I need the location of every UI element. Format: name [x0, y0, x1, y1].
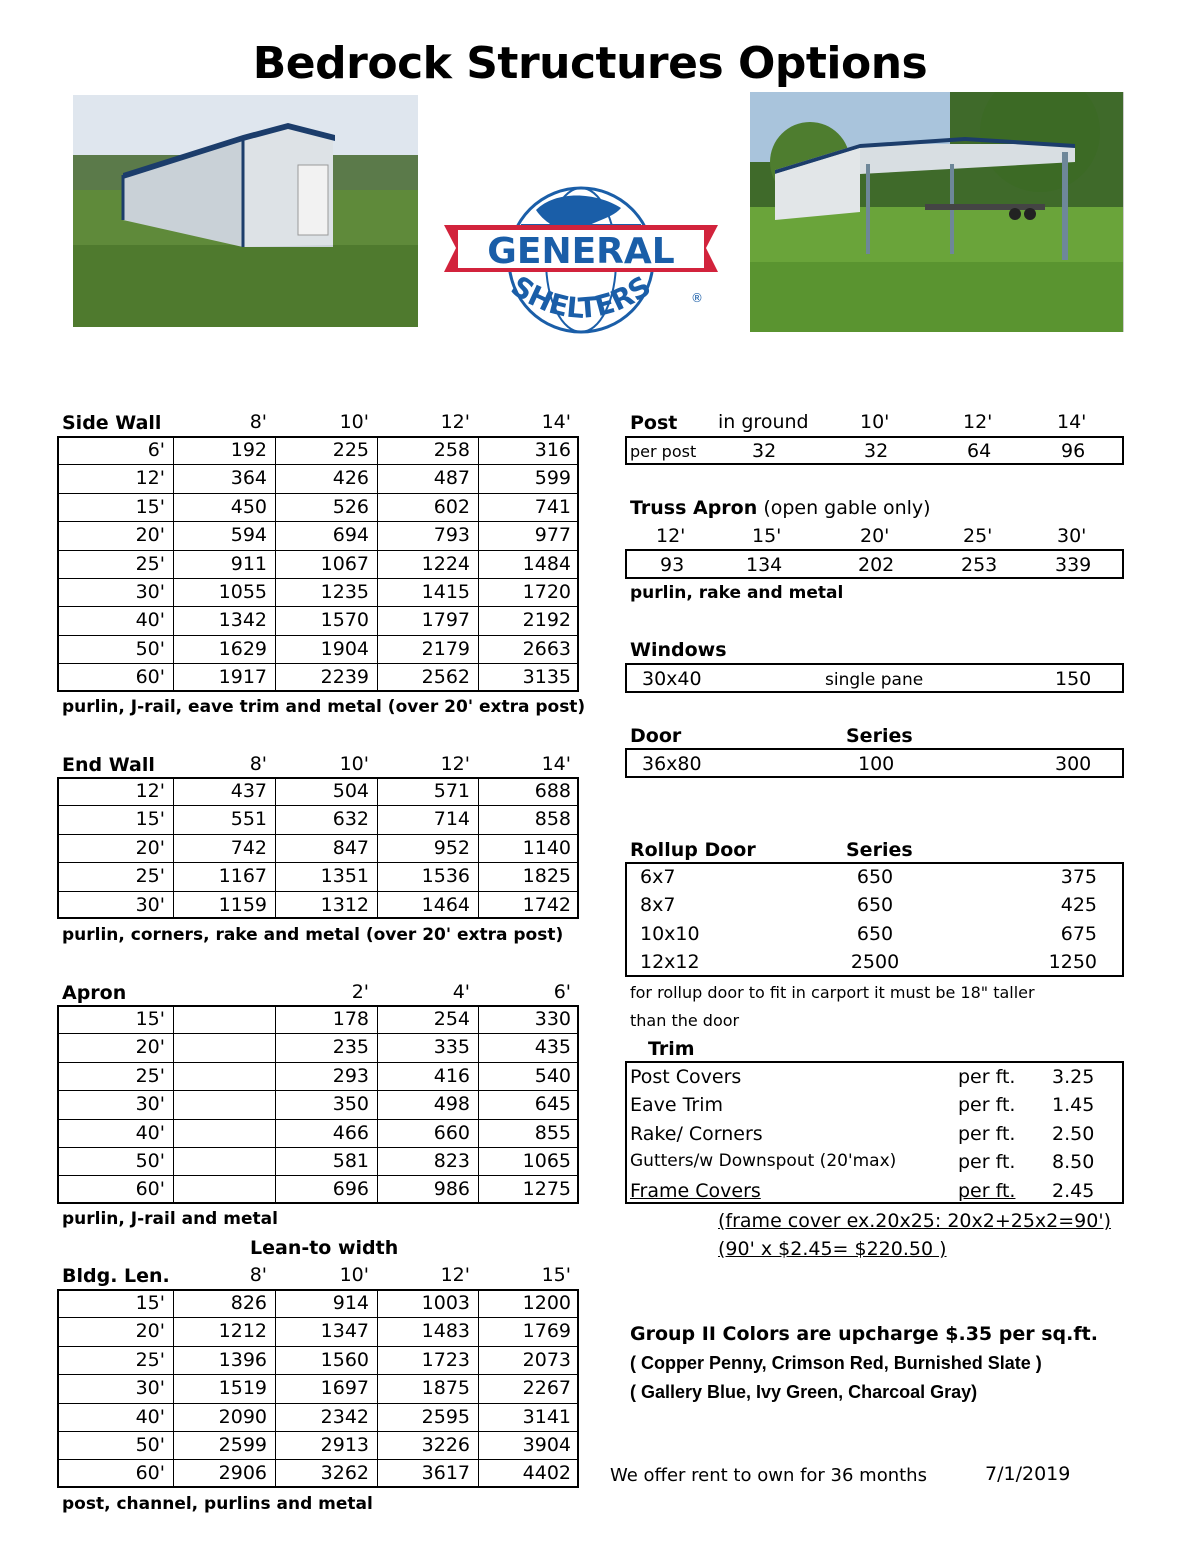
truss-col-20: 20': [860, 525, 890, 547]
side-wall-cell: 1235: [320, 581, 369, 603]
table-row-divider: [57, 891, 579, 892]
end-wall-col-header: 8': [249, 753, 267, 775]
table-col-divider: [275, 1005, 276, 1204]
end-wall-cell: 571: [433, 780, 470, 802]
end-wall-note: purlin, corners, rake and metal (over 20' extra post): [62, 925, 564, 945]
side-wall-cell: 192: [230, 439, 267, 461]
truss-value-12: 93: [660, 554, 685, 576]
table-row-divider: [57, 550, 579, 551]
truss-apron-heading: [630, 497, 931, 519]
apron-cell: 855: [534, 1121, 571, 1144]
apron-cell: 1065: [522, 1150, 571, 1172]
end-wall-cell: 1167: [218, 865, 267, 888]
registered-mark: ®: [691, 291, 703, 305]
truss-value-15: 134: [746, 554, 783, 576]
apron-row-label: 30': [135, 1093, 165, 1116]
page-title: Bedrock Structures Options: [252, 38, 928, 89]
table-row-divider: [57, 1459, 579, 1460]
post-value-14: 96: [1061, 440, 1086, 462]
document-date: 7/1/2019: [985, 1463, 1071, 1485]
rollup-series: 650: [856, 894, 894, 916]
rollup-series-label: Series: [846, 839, 913, 861]
table-row-divider: [57, 1090, 579, 1091]
lean-to-cell: 3141: [522, 1405, 571, 1428]
apron-cell: 645: [534, 1093, 571, 1116]
post-value-in-ground: 32: [752, 440, 777, 462]
apron-cell: 235: [332, 1036, 369, 1059]
end-wall-cell: 1159: [218, 893, 267, 916]
side-wall-cell: 2663: [522, 637, 571, 660]
lean-to-cell: 4402: [522, 1462, 571, 1485]
truss-col-15: 15': [752, 525, 782, 547]
lean-to-cell: 914: [332, 1292, 369, 1314]
rollup-series: 650: [856, 923, 894, 945]
apron-cell: 823: [433, 1150, 470, 1172]
rollup-price: 675: [1060, 923, 1097, 945]
side-wall-cell: 1342: [218, 609, 267, 632]
colors-line-1: ( Copper Penny, Crimson Red, Burnished Slate ): [630, 1353, 1042, 1373]
table-col-divider: [275, 1289, 276, 1488]
colors-heading: Group II Colors are upcharge $.35 per sq.ft.: [630, 1323, 1098, 1345]
apron-cell: 435: [534, 1036, 571, 1059]
end-wall-cell: 714: [433, 808, 470, 831]
lean-to-cell: 2073: [522, 1348, 571, 1371]
apron-cell: 466: [332, 1121, 369, 1144]
table-col-divider: [377, 436, 378, 692]
side-wall-cell: 258: [433, 439, 470, 461]
table-row-divider: [57, 521, 579, 522]
lean-to-cell: 2595: [421, 1405, 470, 1428]
table-row-divider: [57, 1033, 579, 1034]
apron-cell: 498: [433, 1093, 470, 1116]
side-wall-cell: 2239: [320, 666, 369, 689]
trim-example-2: (90' x $2.45= $220.50 ): [718, 1238, 947, 1260]
end-wall-cell: 688: [534, 780, 571, 802]
lean-to-row-label: 60': [135, 1462, 165, 1485]
end-wall-col-header: 14': [541, 753, 571, 775]
end-wall-cell: 847: [332, 836, 369, 859]
trim-price: 3.25: [1052, 1066, 1095, 1088]
table-row-divider: [57, 805, 579, 806]
side-wall-cell: 694: [332, 524, 369, 547]
apron-note: purlin, J-rail and metal: [62, 1209, 278, 1229]
apron-row-label: 50': [135, 1150, 165, 1172]
trim-unit: per ft.: [958, 1123, 1016, 1145]
lean-to-note: post, channel, purlins and metal: [62, 1494, 373, 1514]
lean-to-label: Bldg. Len.: [62, 1265, 170, 1287]
apron-label: Apron: [62, 982, 127, 1004]
end-wall-cell: 504: [332, 780, 369, 802]
side-wall-cell: 1224: [421, 552, 470, 575]
trim-unit: per ft.: [958, 1151, 1016, 1173]
lean-to-col-header: 10': [339, 1264, 369, 1286]
end-wall-cell: 632: [332, 808, 369, 831]
apron-row-label: 15': [135, 1008, 165, 1030]
rollup-size: 8x7: [640, 894, 676, 916]
side-wall-cell: 1904: [320, 637, 369, 660]
side-wall-note: purlin, J-rail, eave trim and metal (over 20' extra post): [62, 697, 586, 717]
table-row-divider: [57, 464, 579, 465]
truss-col-12: 12': [656, 525, 686, 547]
table-col-divider: [478, 436, 479, 692]
lean-to-heading: Lean-to width: [250, 1237, 399, 1259]
trim-unit: per ft.: [958, 1066, 1016, 1088]
side-wall-cell: 741: [534, 495, 571, 518]
end-wall-label: End Wall: [62, 754, 155, 776]
end-wall-row-label: 25': [135, 865, 165, 888]
table-col-divider: [478, 777, 479, 919]
rollup-price: 1250: [1048, 951, 1097, 973]
end-wall-col-header: 12': [440, 753, 470, 775]
windows-price: 150: [1055, 668, 1092, 690]
side-wall-row-label: 50': [135, 637, 165, 660]
trim-price: 8.50: [1052, 1151, 1095, 1173]
apron-cell: 986: [433, 1178, 470, 1201]
side-wall-col-header: 14': [541, 411, 571, 433]
lean-to-cell: 3904: [522, 1434, 571, 1456]
side-wall-cell: 599: [534, 467, 571, 490]
side-wall-cell: 1917: [218, 666, 267, 689]
side-wall-cell: 602: [433, 495, 470, 518]
lean-to-cell: 3226: [421, 1434, 470, 1456]
side-wall-cell: 526: [332, 495, 369, 518]
lean-to-cell: 3617: [421, 1462, 470, 1485]
trim-item: Frame Covers: [630, 1180, 761, 1202]
table-row-divider: [57, 1175, 579, 1176]
side-wall-row-label: 20': [135, 524, 165, 547]
door-label: Door: [630, 725, 682, 747]
lean-to-cell: 1003: [421, 1292, 470, 1314]
truss-apron-sub: (open gable only): [763, 497, 931, 519]
lean-to-col-header: 8': [249, 1264, 267, 1286]
side-wall-cell: 793: [433, 524, 470, 547]
end-wall-cell: 1536: [421, 865, 470, 888]
end-wall-cell: 1351: [320, 865, 369, 888]
lean-to-row-label: 40': [135, 1405, 165, 1428]
windows-size: 30x40: [642, 668, 702, 690]
end-wall-cell: 1312: [320, 893, 369, 916]
lean-to-cell: 1347: [320, 1320, 369, 1343]
table-row-divider: [57, 1431, 579, 1432]
trim-item: Eave Trim: [630, 1094, 724, 1116]
rollup-series: 2500: [850, 951, 900, 973]
post-value-12: 64: [967, 440, 992, 462]
lean-to-row-label: 15': [135, 1292, 165, 1314]
side-wall-cell: 3135: [522, 666, 571, 689]
table-col-divider: [173, 1005, 174, 1204]
rollup-size: 10x10: [640, 923, 700, 945]
lean-to-cell: 1769: [522, 1320, 571, 1343]
rollup-size: 12x12: [640, 951, 700, 973]
apron-row-label: 25': [135, 1064, 165, 1087]
lean-to-cell: 1723: [421, 1348, 470, 1371]
rollup-door-label: Rollup Door: [630, 839, 756, 861]
side-wall-row-label: 60': [135, 666, 165, 689]
table-row-divider: [57, 862, 579, 863]
trim-unit: per ft.: [958, 1180, 1016, 1202]
lean-to-cell: 2267: [522, 1377, 571, 1400]
truss-value-30: 339: [1055, 554, 1092, 576]
rollup-note-1: for rollup door to fit in carport it must be 18" taller: [630, 983, 1035, 1002]
apron-cell: 581: [332, 1150, 369, 1172]
windows-label: Windows: [630, 639, 727, 661]
side-wall-cell: 594: [230, 524, 267, 547]
photo-border: [1123, 92, 1124, 332]
side-wall-row-label: 15': [135, 495, 165, 518]
end-wall-cell: 952: [433, 836, 470, 859]
end-wall-row-label: 20': [135, 836, 165, 859]
table-col-divider: [478, 1289, 479, 1488]
post-col-10: 10': [860, 411, 890, 433]
windows-type: single pane: [825, 670, 924, 690]
table-col-divider: [377, 777, 378, 919]
side-wall-cell: 487: [433, 467, 470, 490]
apron-cell: 1275: [522, 1178, 571, 1201]
table-row-divider: [57, 1119, 579, 1120]
end-wall-cell: 858: [534, 808, 571, 831]
truss-apron-note: purlin, rake and metal: [630, 583, 844, 603]
lean-to-cell: 2090: [218, 1405, 267, 1428]
side-wall-col-header: 10': [339, 411, 369, 433]
apron-cell: 293: [332, 1064, 369, 1087]
lean-to-cell: 2342: [320, 1405, 369, 1428]
apron-cell: 335: [433, 1036, 470, 1059]
table-col-divider: [377, 1005, 378, 1204]
table-row-divider: [57, 1147, 579, 1148]
side-wall-cell: 1797: [421, 609, 470, 632]
post-col-14: 14': [1057, 411, 1087, 433]
door-price: 300: [1055, 753, 1092, 775]
trim-item: Post Covers: [630, 1066, 742, 1088]
truss-col-25: 25': [963, 525, 993, 547]
end-wall-cell: 437: [230, 780, 267, 802]
end-wall-row-label: 15': [135, 808, 165, 831]
lean-to-row-label: 50': [135, 1434, 165, 1456]
apron-col-header: 4': [452, 981, 470, 1003]
table-col-divider: [173, 777, 174, 919]
apron-row-label: 40': [135, 1121, 165, 1144]
apron-cell: 416: [433, 1064, 470, 1087]
end-wall-cell: 1140: [522, 836, 571, 859]
trim-unit: per ft.: [958, 1094, 1016, 1116]
apron-col-header: 2': [351, 981, 369, 1003]
truss-col-30: 30': [1057, 525, 1087, 547]
lean-to-row-label: 20': [135, 1320, 165, 1343]
table-col-divider: [478, 1005, 479, 1204]
end-wall-cell: 1742: [522, 893, 571, 916]
post-label: Post: [630, 412, 678, 434]
apron-col-header: 6': [553, 981, 571, 1003]
end-wall-row-label: 12': [135, 780, 165, 802]
side-wall-cell: 364: [230, 467, 267, 490]
end-wall-cell: 1825: [522, 865, 571, 888]
logo-top-text: GENERAL: [487, 231, 675, 272]
colors-line-2: ( Gallery Blue, Ivy Green, Charcoal Gray): [630, 1382, 978, 1402]
lean-to-cell: 1875: [421, 1377, 470, 1400]
lean-to-cell: 1483: [421, 1320, 470, 1343]
side-wall-cell: 2562: [421, 666, 470, 689]
rollup-note-2: than the door: [630, 1011, 740, 1030]
lean-to-cell: 1519: [218, 1377, 267, 1400]
side-wall-col-header: 12': [440, 411, 470, 433]
door-series: 100: [858, 753, 895, 775]
rollup-price: 375: [1060, 866, 1097, 888]
lean-to-cell: 1697: [320, 1377, 369, 1400]
trim-item: Rake/ Corners: [630, 1123, 763, 1145]
table-row-divider: [57, 834, 579, 835]
side-wall-row-label: 12': [135, 467, 165, 490]
end-wall-cell: 1464: [421, 893, 470, 916]
lean-to-cell: 826: [230, 1292, 267, 1314]
table-row-divider: [57, 578, 579, 579]
side-wall-cell: 1415: [421, 581, 470, 603]
side-wall-cell: 1484: [522, 552, 571, 575]
side-wall-cell: 426: [332, 467, 369, 490]
end-wall-cell: 742: [230, 836, 267, 859]
side-wall-col-header: 8': [249, 411, 267, 433]
lean-to-cell: 2906: [218, 1462, 267, 1485]
truss-value-25: 253: [961, 554, 998, 576]
table-col-divider: [377, 1289, 378, 1488]
rent-to-own-text: We offer rent to own for 36 months: [610, 1465, 927, 1486]
trim-price: 1.45: [1052, 1094, 1095, 1116]
post-col-in-ground: in ground: [718, 411, 809, 433]
lean-to-row-label: 25': [135, 1348, 165, 1371]
door-size: 36x80: [642, 753, 702, 775]
rollup-size: 6x7: [640, 866, 676, 888]
table-row-divider: [57, 663, 579, 664]
lean-to-cell: 1212: [218, 1320, 267, 1343]
apron-cell: 540: [534, 1064, 571, 1087]
trim-price: 2.45: [1052, 1180, 1095, 1202]
truss-apron-label: Truss Apron: [630, 497, 758, 519]
table-row-divider: [57, 1317, 579, 1318]
side-wall-cell: 1720: [522, 581, 571, 603]
table-col-divider: [275, 436, 276, 692]
post-col-12: 12': [963, 411, 993, 433]
logo-bottom-text: SHELTERS: [505, 269, 657, 325]
side-wall-cell: 2192: [522, 609, 571, 632]
post-row-label: per post: [630, 442, 697, 461]
general-shelters-logo: [436, 180, 726, 350]
enclosed-building-photo: [73, 95, 418, 327]
side-wall-row-label: 6': [147, 439, 165, 461]
side-wall-cell: 1629: [218, 637, 267, 660]
apron-cell: 330: [534, 1008, 571, 1030]
side-wall-cell: 1570: [320, 609, 369, 632]
side-wall-cell: 1067: [320, 552, 369, 575]
table-col-divider: [173, 436, 174, 692]
table-row-divider: [57, 1346, 579, 1347]
side-wall-cell: 2179: [421, 637, 470, 660]
trim-example-1: (frame cover ex.20x25: 20x2+25x2=90'): [718, 1210, 1111, 1232]
table-col-divider: [173, 1289, 174, 1488]
table-row-divider: [57, 606, 579, 607]
table-row-divider: [57, 1403, 579, 1404]
end-wall-cell: 551: [230, 808, 267, 831]
side-wall-cell: 316: [534, 439, 571, 461]
post-value-10: 32: [864, 440, 889, 462]
table-row-divider: [57, 493, 579, 494]
truss-value-20: 202: [858, 554, 895, 576]
apron-cell: 696: [332, 1178, 369, 1201]
lean-to-cell: 3262: [320, 1462, 369, 1485]
apron-row-label: 20': [135, 1036, 165, 1059]
trim-price: 2.50: [1052, 1123, 1095, 1145]
table-row-divider: [57, 1374, 579, 1375]
trim-label: Trim: [648, 1038, 695, 1060]
apron-cell: 254: [433, 1008, 470, 1030]
end-wall-row-label: 30': [135, 893, 165, 916]
side-wall-cell: 1055: [218, 581, 267, 603]
side-wall-row-label: 25': [135, 552, 165, 575]
apron-row-label: 60': [135, 1178, 165, 1201]
lean-to-cell: 1200: [522, 1292, 571, 1314]
side-wall-row-label: 30': [135, 581, 165, 603]
lean-to-row-label: 30': [135, 1377, 165, 1400]
trim-item: Gutters/w Downspout (20'max): [630, 1151, 897, 1171]
lean-to-cell: 2599: [218, 1434, 267, 1456]
table-col-divider: [275, 777, 276, 919]
end-wall-col-header: 10': [339, 753, 369, 775]
lean-to-cell: 1560: [320, 1348, 369, 1371]
side-wall-cell: 450: [230, 495, 267, 518]
rollup-price: 425: [1060, 894, 1097, 916]
rollup-series: 650: [856, 866, 894, 888]
table-row-divider: [57, 1062, 579, 1063]
side-wall-cell: 225: [332, 439, 369, 461]
door-series-label: Series: [846, 725, 913, 747]
lean-to-col-header: 15': [541, 1264, 571, 1286]
side-wall-row-label: 40': [135, 609, 165, 632]
apron-cell: 660: [433, 1121, 470, 1144]
lean-to-cell: 1396: [218, 1348, 267, 1371]
lean-to-cell: 2913: [320, 1434, 369, 1456]
side-wall-label: Side Wall: [62, 412, 162, 434]
side-wall-cell: 911: [230, 552, 267, 575]
apron-cell: 350: [332, 1093, 369, 1116]
side-wall-cell: 977: [534, 524, 571, 547]
carport-photo: [750, 92, 1124, 332]
table-row-divider: [57, 635, 579, 636]
apron-cell: 178: [332, 1008, 369, 1030]
lean-to-col-header: 12': [440, 1264, 470, 1286]
